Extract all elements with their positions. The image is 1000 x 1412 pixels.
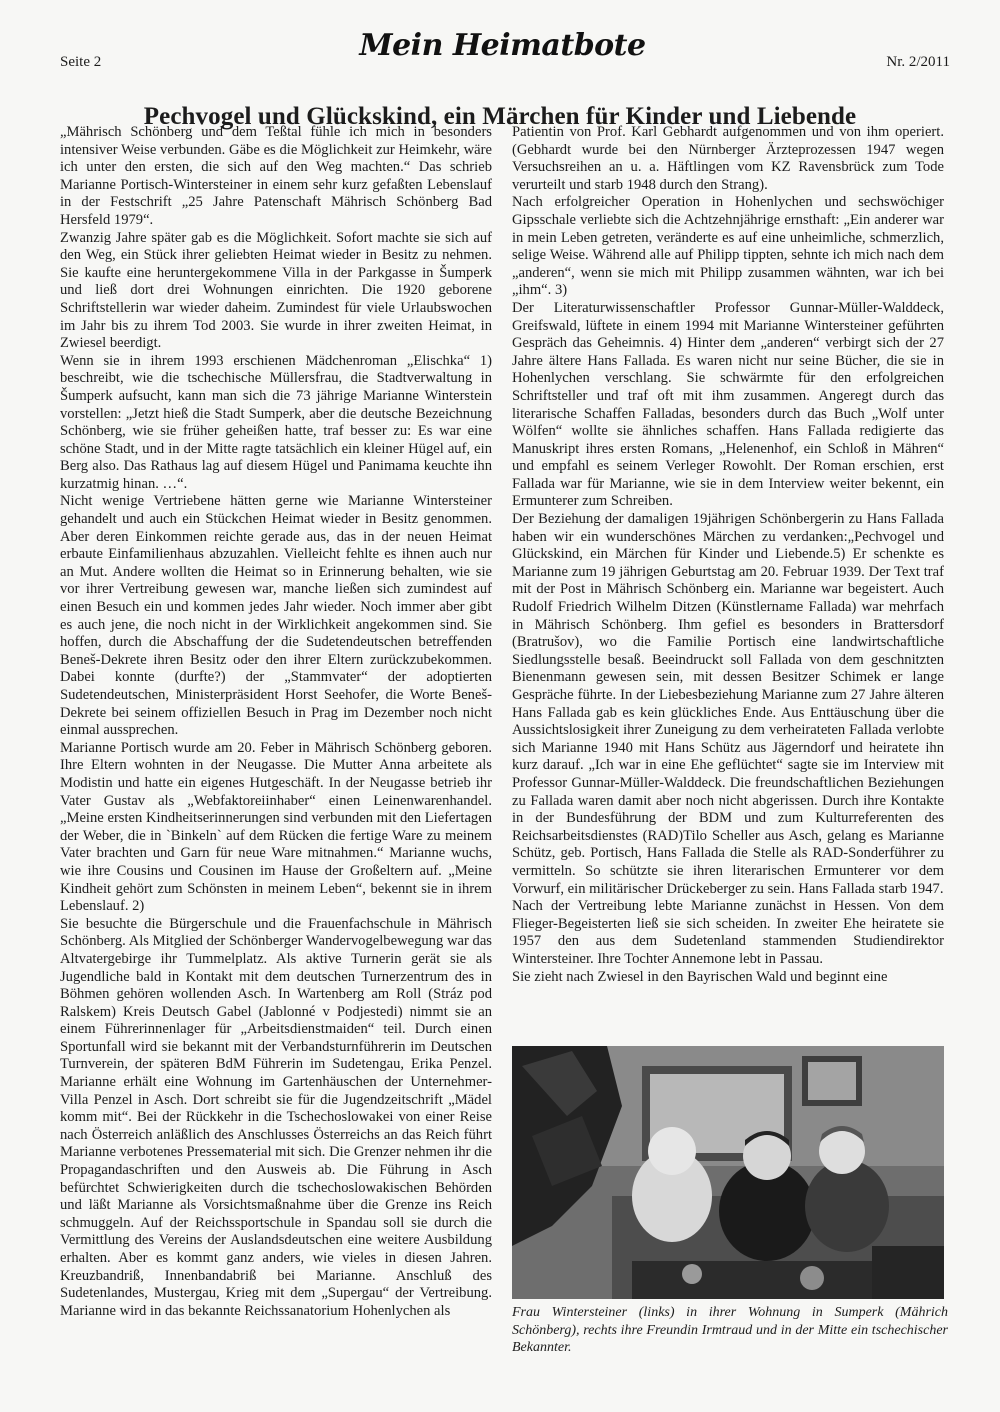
masthead — [55, 28, 950, 78]
paragraph: Der Literaturwissenschaftler Professor Gunnar-Müller-Walddeck, Greifswald, lüftete in einem 1994 mit Marianne Wintersteiner geführten Gespräch das Geheimnis. 4) Hinter dem „anderen“ verbirgt sich der 27 Jahre ältere Hans Fallada. Es waren nicht nur seine Bücher, die sie in Hohenlychen verschlang. Sie schwärmte für den erfolgreichen Schriftsteller und traf oft mit ihm zusammen. Angeregt durch das literarische Schaffen Falladas, besonders durch das Buch „Wolf unter Wölfen“ wollte sie ähnliches schaffen. Hans Fallada redigierte das Manuskript ihres ersten Romans, „Helenenhof, ein Schloß in Mähren“ und empfahl es seinem Verleger Rowohlt. Der Roman erschien, erst Fallada war für Marianne, wie sie in dem Interview weiter bekennt, ein Ermunterer zum Schreiben. — [512, 299, 944, 510]
paragraph: Marianne Portisch wurde am 20. Feber in Mährisch Schönberg geboren. Ihre Eltern wohnten in der Neugasse. Die Mutter Anna arbeitete als Modistin und hatte ein eigenes Hutgeschäft. In der Neugasse betrieb ihr Vater Gustav als „Webfaktoreiinhaber“ einen Leinenwarenhandel. „Meine ersten Kindheitserinnerungen sind verbunden mit den Liefertagen der Weber, die in `Binkeln` auf dem Rücken die fertige Ware zu meinem Vater brachten und Garn für neue Ware mitnahmen.“ Marianne wuchs, wie ihre Cousins und Cousinen im Hause der Großeltern auf. „Meine Kindheit gehört zum Schönsten in meinem Leben“, bekennt sie in ihrem Lebenslauf. 2) — [60, 739, 492, 915]
paragraph: Nicht wenige Vertriebene hätten gerne wie Marianne Wintersteiner gehandelt und auch ein Stückchen Heimat wieder in Besitz genommen. Aber deren Einkommen reichte gerade aus, das in der neuen Heimat erbaute Einfamilienhaus abzuzahlen. Vielleicht fehlte es ihnen auch nur an Mut. Andere wollten die Heimat so in Erinnerung behalten, wie sie vor ihrer Vertreibung gewesen war, manche ließen sich zumindest auf einen Besuch ein und kommen jedes Jahr wieder. Noch immer aber gibt es auch jene, die noch nicht in der Wirklichkeit angekommen sind. Sie hoffen, durch die Abschaffung der die Sudetendeutschen betreffenden Beneš-Dekrete ihren Besitz oder den ihrer Eltern zurückzubekommen. Dabei konnte (durfte?) der „Stammvater“ der adoptierten Sudetendeutschen, Ministerpräsident Horst Seehofer, die Worte Beneš-Dekrete bei seinem offiziellen Besuch in Prag im Dezember noch nicht einmal aussprechen. — [60, 493, 492, 739]
article-column-right — [512, 124, 944, 986]
paragraph: Sie besuchte die Bürgerschule und die Frauenfachschule in Mährisch Schönberg. Als Mitglied der Schönberger Wandervogelbewegung war das Altvatergebirge ihr Tummelplatz. Als aktive Turnerin gerät sie als Jugendliche bald in Kontakt mit dem deutschen Turnerzentrum des in Böhmen gehören wollenden Asch. In Wartenberg am Roll (Stráz pod Ralskem) Kreis Deutsch Gabel (Jablonné v Podjestedi) nimmt sie an einem Führerinnenlager für „Arbeitsdienstmaiden“ teil. Durch einen Sportunfall wird sie bekannt mit der Verbandsturnführerin im Deutschen Turnverein, der späteren BdM Führerin im Sudetengau, Erika Penzel. Marianne erhält eine Wohnung im Gartenhäuschen der Unternehmer-Villa Penzel in Asch. Dort schreibt sie für die Jugendzeitschrift „Mädel komm mit“. Bei der Rückkehr in die Tschechoslowakei von einer Reise nach Österreich anläßlich des Anschlusses Österreichs an das Reich führt Marianne verbotenes Pressematerial mit sich. Die Grenzer nehmen ihr die Propagandaschriften und den Ausweis ab. Die Führung in Asch befürchtet Schwierigkeiten durch die tschechoslowakischen Behörden und läßt Marianne als Vorsichtsmaßnahme über die Grenze ins Reich schmuggeln. Auf der Reichssportschule in Spandau soll sie durch die Vermittlung des Vereins der Auslandsdeutschen eine weitere Ausbildung erhalten. Aber es kommt ganz anders, wie vieles in diesen Jahren. Kreuzbandriß, Innenbandabriß bei Marianne. Anschluß des Sudetenlandes, Mustergau, Krieg mit dem „Supergau“ der Vertreibung. Marianne wird in das bekannte Reichssanatorium Hohenlychen als — [60, 915, 492, 1319]
article-title: Pechvogel und Glückskind, ein Märchen für Kinder und Liebende — [143, 102, 857, 130]
publication-logo: Mein Heimatbote — [359, 28, 646, 63]
article-photo — [512, 1046, 944, 1299]
paragraph: Nach der Vertreibung lebte Marianne zunächst in Hessen. Von dem Flieger-Begeisterten ließ sie sich scheiden. In zweiter Ehe heiratete sie 1957 den aus dem Sudetenland stammenden Studiendirektor Wintersteiner. Ihre Tochter Annemone lebt in Passau. — [512, 898, 944, 967]
paragraph: Wenn sie in ihrem 1993 erschienen Mädchenroman „Elischka“ 1) beschreibt, wie die tschechische Müllersfrau, die Stadtverwaltung in Šumperk aufsucht, kann man sich die 73 jährige Marianne Winterstein vorstellen: „Jetzt hieß die Stadt Sumperk, aber die deutsche Bezeichnung Schönberg, wie sie früher geheißen hatte, traf besser zu: Es war eine schöne Stadt, und in der Mitte ragte tatsächlich ein kleiner Hügel auf, ein Berg also. Das Rathaus lag auf diesem Hügel und Panimama keuchte ihn kurzatmig hinan. …“. — [60, 352, 492, 492]
paragraph: „Mährisch Schönberg und dem Teßtal fühle ich mich in besonders intensiver Weise verbunden. Gäbe es die Möglichkeit zur Heimkehr, wäre ich unter den ersten, die sich auf den Weg machten.“ Das schrieb Marianne Portisch-Wintersteiner in einem sehr kurz gefaßten Lebenslauf in der Festschrift „25 Jahre Patenschaft Mährisch Schönberg Bad Hersfeld 1979“. — [60, 124, 492, 228]
photo-illustration — [512, 1046, 944, 1299]
page-number: Seite 2 — [60, 54, 102, 70]
issue-number: Nr. 2/2011 — [886, 54, 950, 70]
photo-caption: Frau Wintersteiner (links) in ihrer Wohnung in Sumperk (Mährich Schönberg), rechts ihre Freundin Irmtraud und in der Mitte ein tschechischer Bekannter. — [512, 1305, 948, 1355]
paragraph: Nach erfolgreicher Operation in Hohenlychen und sechswöchiger Gipsschale verliebte sich die Achtzehnjährige ernsthaft: „Ein anderer war in mein Leben getreten, veränderte es auf eine unheimliche, schmerzlich, selige Weise. Während alle auf Philipp tippten, sehnte ich mich nach dem „anderen“, wenn sie mich mit Philipp zusammen wähnten, war ich bei „ihm“. 3) — [512, 194, 944, 299]
article-column-left — [60, 124, 492, 1320]
paragraph: Patientin von Prof. Karl Gebhardt aufgenommen und von ihm operiert. (Gebhardt wurde bei den Nürnberger Ärzteprozessen 1947 wegen Versuchsreihen an u. a. Häftlingen vom KZ Ravensbrück zum Tode verurteilt und starb 1948 durch den Strang). — [512, 124, 944, 193]
paragraph: Der Beziehung der damaligen 19jährigen Schönbergerin zu Hans Fallada haben wir ein wunderschönes Märchen zu verdanken:„Pechvogel und Glückskind, ein Märchen für Kinder und Liebende.5) Er schenkte es Marianne zum 19 jährigen Geburtstag am 20. Februar 1939. Der Text traf mit der Post in Mährisch Schönberg ein. Marianne war begeistert. Auch Rudolf Friedrich Wilhelm Ditzen (Künstlername Fallada) war mehrfach in Mährisch Schönberg. Ihm gefiel es besonders in Brattersdorf (Bratrušov), wo die Familie Portisch eine landwirtschaftliche Siedlungsstelle besaß. Beeindruckt soll Fallada von dem geschnitzten Bienenmann gewesen sein, mit dessen Besitzer Schimek er lange Gespräche führte. In der Liebesbeziehung Marianne zum 27 Jahre älteren Hans Fallada gab es kein glückliches Ende. Aus Enttäuschung über die Aussichtslosigkeit ihrer Zuneigung zu dem verheirateten Fallada verlobte sich Marianne 1940 mit Hans Schütz aus Jägerndorf und heiratete ihn kurz darauf. „Ich war in eine Ehe geflüchtet“ sagte sie im Interview mit Professor Gunnar-Müller-Walddeck. Die freundschaftlichen Beziehungen zu Fallada waren damit aber noch nicht abgerissen. Durch ihre Kontakte in der Bundesführung der BDM und zum Kulturreferenten des Reichsarbeitsdienstes (RAD)Tilo Scheller aus Asch, gelang es Marianne Schütz, geb. Portisch, Hans Fallada die Stelle als RAD-Sonderführer zu vermitteln. So schützte sie ihren literarischen Ermunterer vor dem Vorwurf, ein militärischer Drückeberger zu sein. Hans Fallada starb 1947. — [512, 511, 944, 897]
paragraph: Zwanzig Jahre später gab es die Möglichkeit. Sofort machte sie sich auf den Weg, ein Stück ihrer geliebten Heimat wieder in Besitz zu nehmen. Sie kaufte eine heruntergekommene Villa in der Parkgasse in Šumperk und ließ dort drei Wohnungen einrichten. Die 1920 geborene Schriftstellerin war wieder daheim. Zumindest für viele Urlaubswochen im Jahr bis zu ihrem Tod 2003. Sie wurde in ihrer zweiten Heimat, in Zwiesel beerdigt. — [60, 229, 492, 352]
paragraph: Sie zieht nach Zwiesel in den Bayrischen Wald und beginnt eine — [512, 968, 888, 985]
